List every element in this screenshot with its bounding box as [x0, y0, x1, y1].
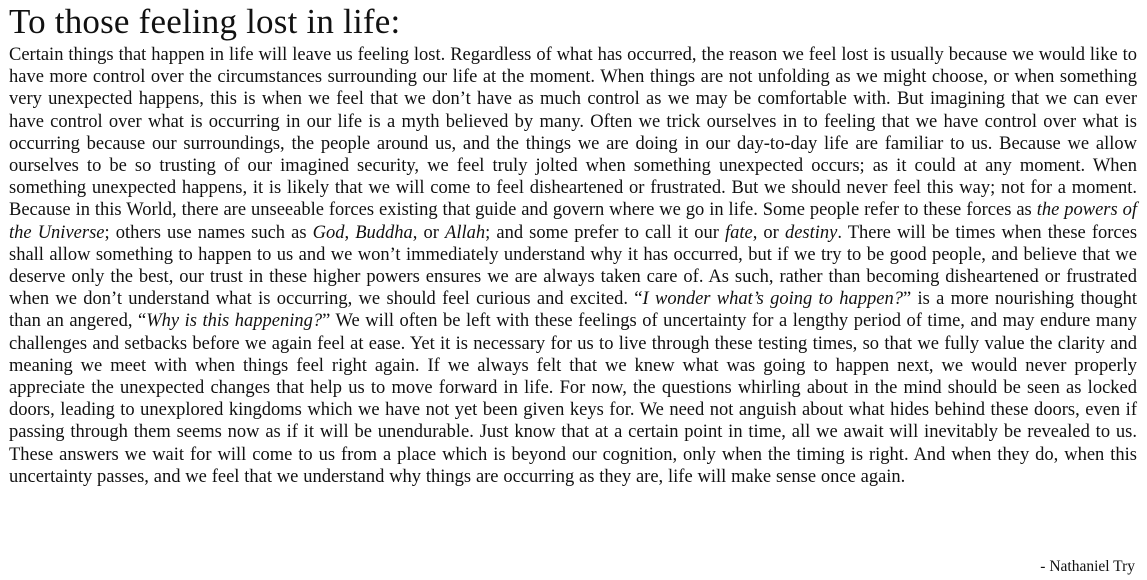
emphasis-powers-of-the-universe: the powers of the Universe — [9, 200, 1137, 243]
emphasis-allah: Allah — [445, 222, 486, 243]
page-title: To those feeling lost in life: — [9, 2, 401, 41]
emphasis-fate: fate — [724, 222, 753, 243]
body-text-segment: , or — [752, 222, 785, 243]
body-text-segment: ; others use names such as — [104, 222, 313, 243]
emphasis-destiny: destiny — [784, 222, 838, 243]
emphasis-buddha: Buddha — [355, 222, 413, 243]
body-text-segment: , — [344, 222, 356, 243]
body-text-segment: Certain things that happen in life will leave us feeling lost. Regardless of what has occurred, the reason we feel lost is usually because we would like to have more control over the circumstances surrounding our life at the moment. When things are not unfolding as we might choose, or when something very unexpected happens, this is when we feel that we don’t have as much control as we may be comfortable with. But imagining that we can ever have control over what is occurring in our life is a myth believed by many. Often we trick ourselves in to feeling that we have control over what is occurring because our surroundings, the people around us, and the things we are doing in our day-to-day life are familiar to us. Because we allow ourselves to be so trusting of our imagined security, we feel truly jolted when something unexpected occurs; as it could at any moment. When something unexpected happens, it is likely that we will come to feel disheartened or frustrated. But we should never feel this way; not for a moment. Because in this World, there are unseeable forces existing that guide and govern where we go in life. Some people refer to these forces as — [9, 45, 1137, 221]
emphasis-wonder-quote: I wonder what’s going to happen? — [642, 289, 903, 310]
body-text-segment: ” is a more nourishing thought than an angered, “ — [9, 289, 1137, 332]
body-paragraph — [9, 44, 1137, 488]
body-text-segment: , or — [412, 222, 446, 243]
body-text-segment: ” We will often be left with these feelings of uncertainty for a lengthy period of time, and may endure many challenges and setbacks before we again feel at ease. Yet it is necessary for us to live through these testing times, so that we fully value the clarity and meaning we meet with when things feel right again. If we always felt that we knew what was going to happen next, we would never properly appreciate the unexpected changes that help us to move forward in life. For now, the questions whirling about in the mind should be seen as locked doors, leading to unexplored kingdoms which we have not yet been given keys for. We need not anguish about what hides behind these doors, even if passing through them seems now as if it will be unendurable. Just know that at a certain point in time, all we await will inevitably be revealed to us. These answers we wait for will come to us from a place which is beyond our cognition, only when the timing is right. And when they do, when this uncertainty passes, and we feel that we understand why things are occurring as they are, life will make sense once again. — [9, 311, 1137, 487]
body-text-segment: ; and some prefer to call it our — [485, 222, 725, 243]
body-text-segment: . There will be times when these forces shall allow something to happen to us and we won’t immediately understand why it has occurred, but if we try to be good people, and believe that we deserve only the best, our trust in these higher powers ensures we are always taken care of. As such, rather than becoming disheartened or frustrated when we don’t understand what is occurring, we should feel curious and excited. “ — [9, 222, 1138, 310]
emphasis-god: God — [312, 222, 345, 243]
emphasis-why-quote: Why is this happening? — [146, 311, 323, 332]
author-signature: - Nathaniel Try — [1040, 558, 1135, 575]
